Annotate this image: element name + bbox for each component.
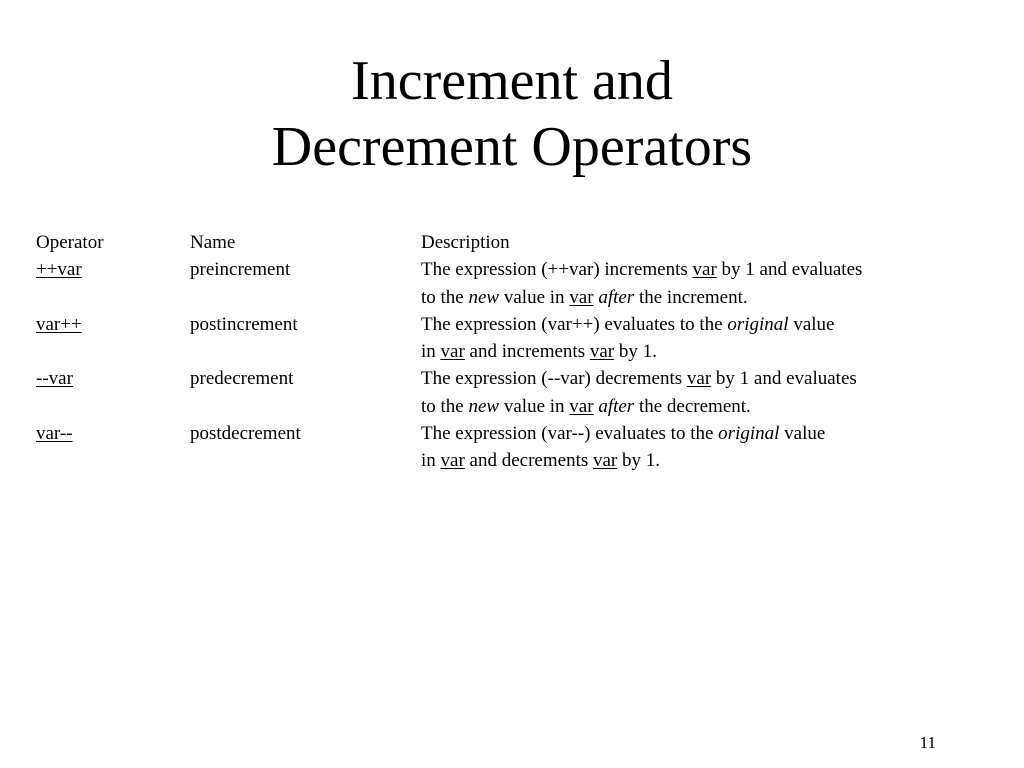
description-line [421, 365, 986, 392]
name-cell: predecrement [190, 368, 294, 390]
description-line [421, 256, 986, 283]
description-line [421, 393, 986, 420]
desc-var: var [440, 341, 465, 363]
desc-var: var [593, 450, 618, 472]
table-row [36, 420, 986, 475]
table-header-row [36, 229, 986, 256]
table-row [36, 256, 986, 311]
table-row [36, 365, 986, 420]
operator-cell: var++ [36, 313, 82, 335]
desc-var: var [440, 450, 465, 472]
desc-text: The expression (--var) decrements [421, 368, 687, 390]
desc-text: value [779, 423, 826, 445]
description-cell [421, 311, 986, 366]
desc-text: by 1 and evaluates [716, 259, 863, 281]
desc-emphasis: after [598, 395, 635, 417]
slide-title [0, 48, 1024, 180]
desc-text: to the [421, 395, 469, 417]
desc-text: in [421, 341, 441, 363]
desc-var: var [589, 341, 615, 363]
desc-text: by 1. [614, 341, 657, 363]
desc-var: var [569, 286, 594, 308]
slide-title-line-1: Increment and [351, 50, 673, 112]
desc-text: by 1 and evaluates [711, 368, 857, 390]
description-cell [421, 365, 986, 420]
operator-cell: --var [36, 368, 73, 390]
slide-title-line-2: Decrement Operators [271, 116, 753, 178]
table-row [36, 311, 986, 366]
description-cell [421, 256, 986, 311]
operator-cell: var-- [36, 423, 73, 445]
desc-text: and decrements [464, 450, 593, 472]
desc-var: var [569, 395, 594, 417]
desc-text: value in [499, 395, 570, 417]
desc-var: var [692, 259, 717, 281]
desc-text: value in [499, 286, 570, 308]
desc-text: and increments [464, 341, 590, 363]
header-description: Description [421, 232, 510, 253]
desc-emphasis: original [718, 423, 780, 445]
description-line [421, 420, 986, 447]
description-line [421, 311, 986, 338]
page-number: 11 [919, 733, 936, 752]
desc-emphasis: after [598, 286, 635, 308]
header-operator: Operator [36, 232, 104, 253]
desc-text: The expression (var++) evaluates to the [421, 313, 728, 335]
desc-text: by 1. [617, 450, 661, 472]
operator-cell: ++var [36, 259, 82, 281]
desc-text: value [788, 313, 835, 335]
desc-emphasis: new [468, 395, 500, 417]
name-cell: preincrement [190, 259, 291, 281]
description-line [421, 447, 986, 474]
desc-text: The expression (var--) evaluates to the [421, 423, 719, 445]
operators-table [36, 229, 986, 475]
name-cell: postincrement [190, 313, 298, 335]
header-name: Name [190, 232, 236, 253]
desc-text: to the [421, 286, 469, 308]
desc-text: the increment. [634, 286, 748, 308]
desc-emphasis: new [468, 286, 500, 308]
description-line [421, 338, 986, 365]
desc-var: var [686, 368, 712, 390]
description-cell [421, 420, 986, 475]
desc-text: The expression (++var) increments [421, 259, 693, 281]
name-cell: postdecrement [190, 423, 301, 445]
desc-emphasis: original [727, 313, 789, 335]
description-line [421, 284, 986, 311]
desc-text: the decrement. [634, 395, 751, 417]
desc-text: in [421, 450, 441, 472]
